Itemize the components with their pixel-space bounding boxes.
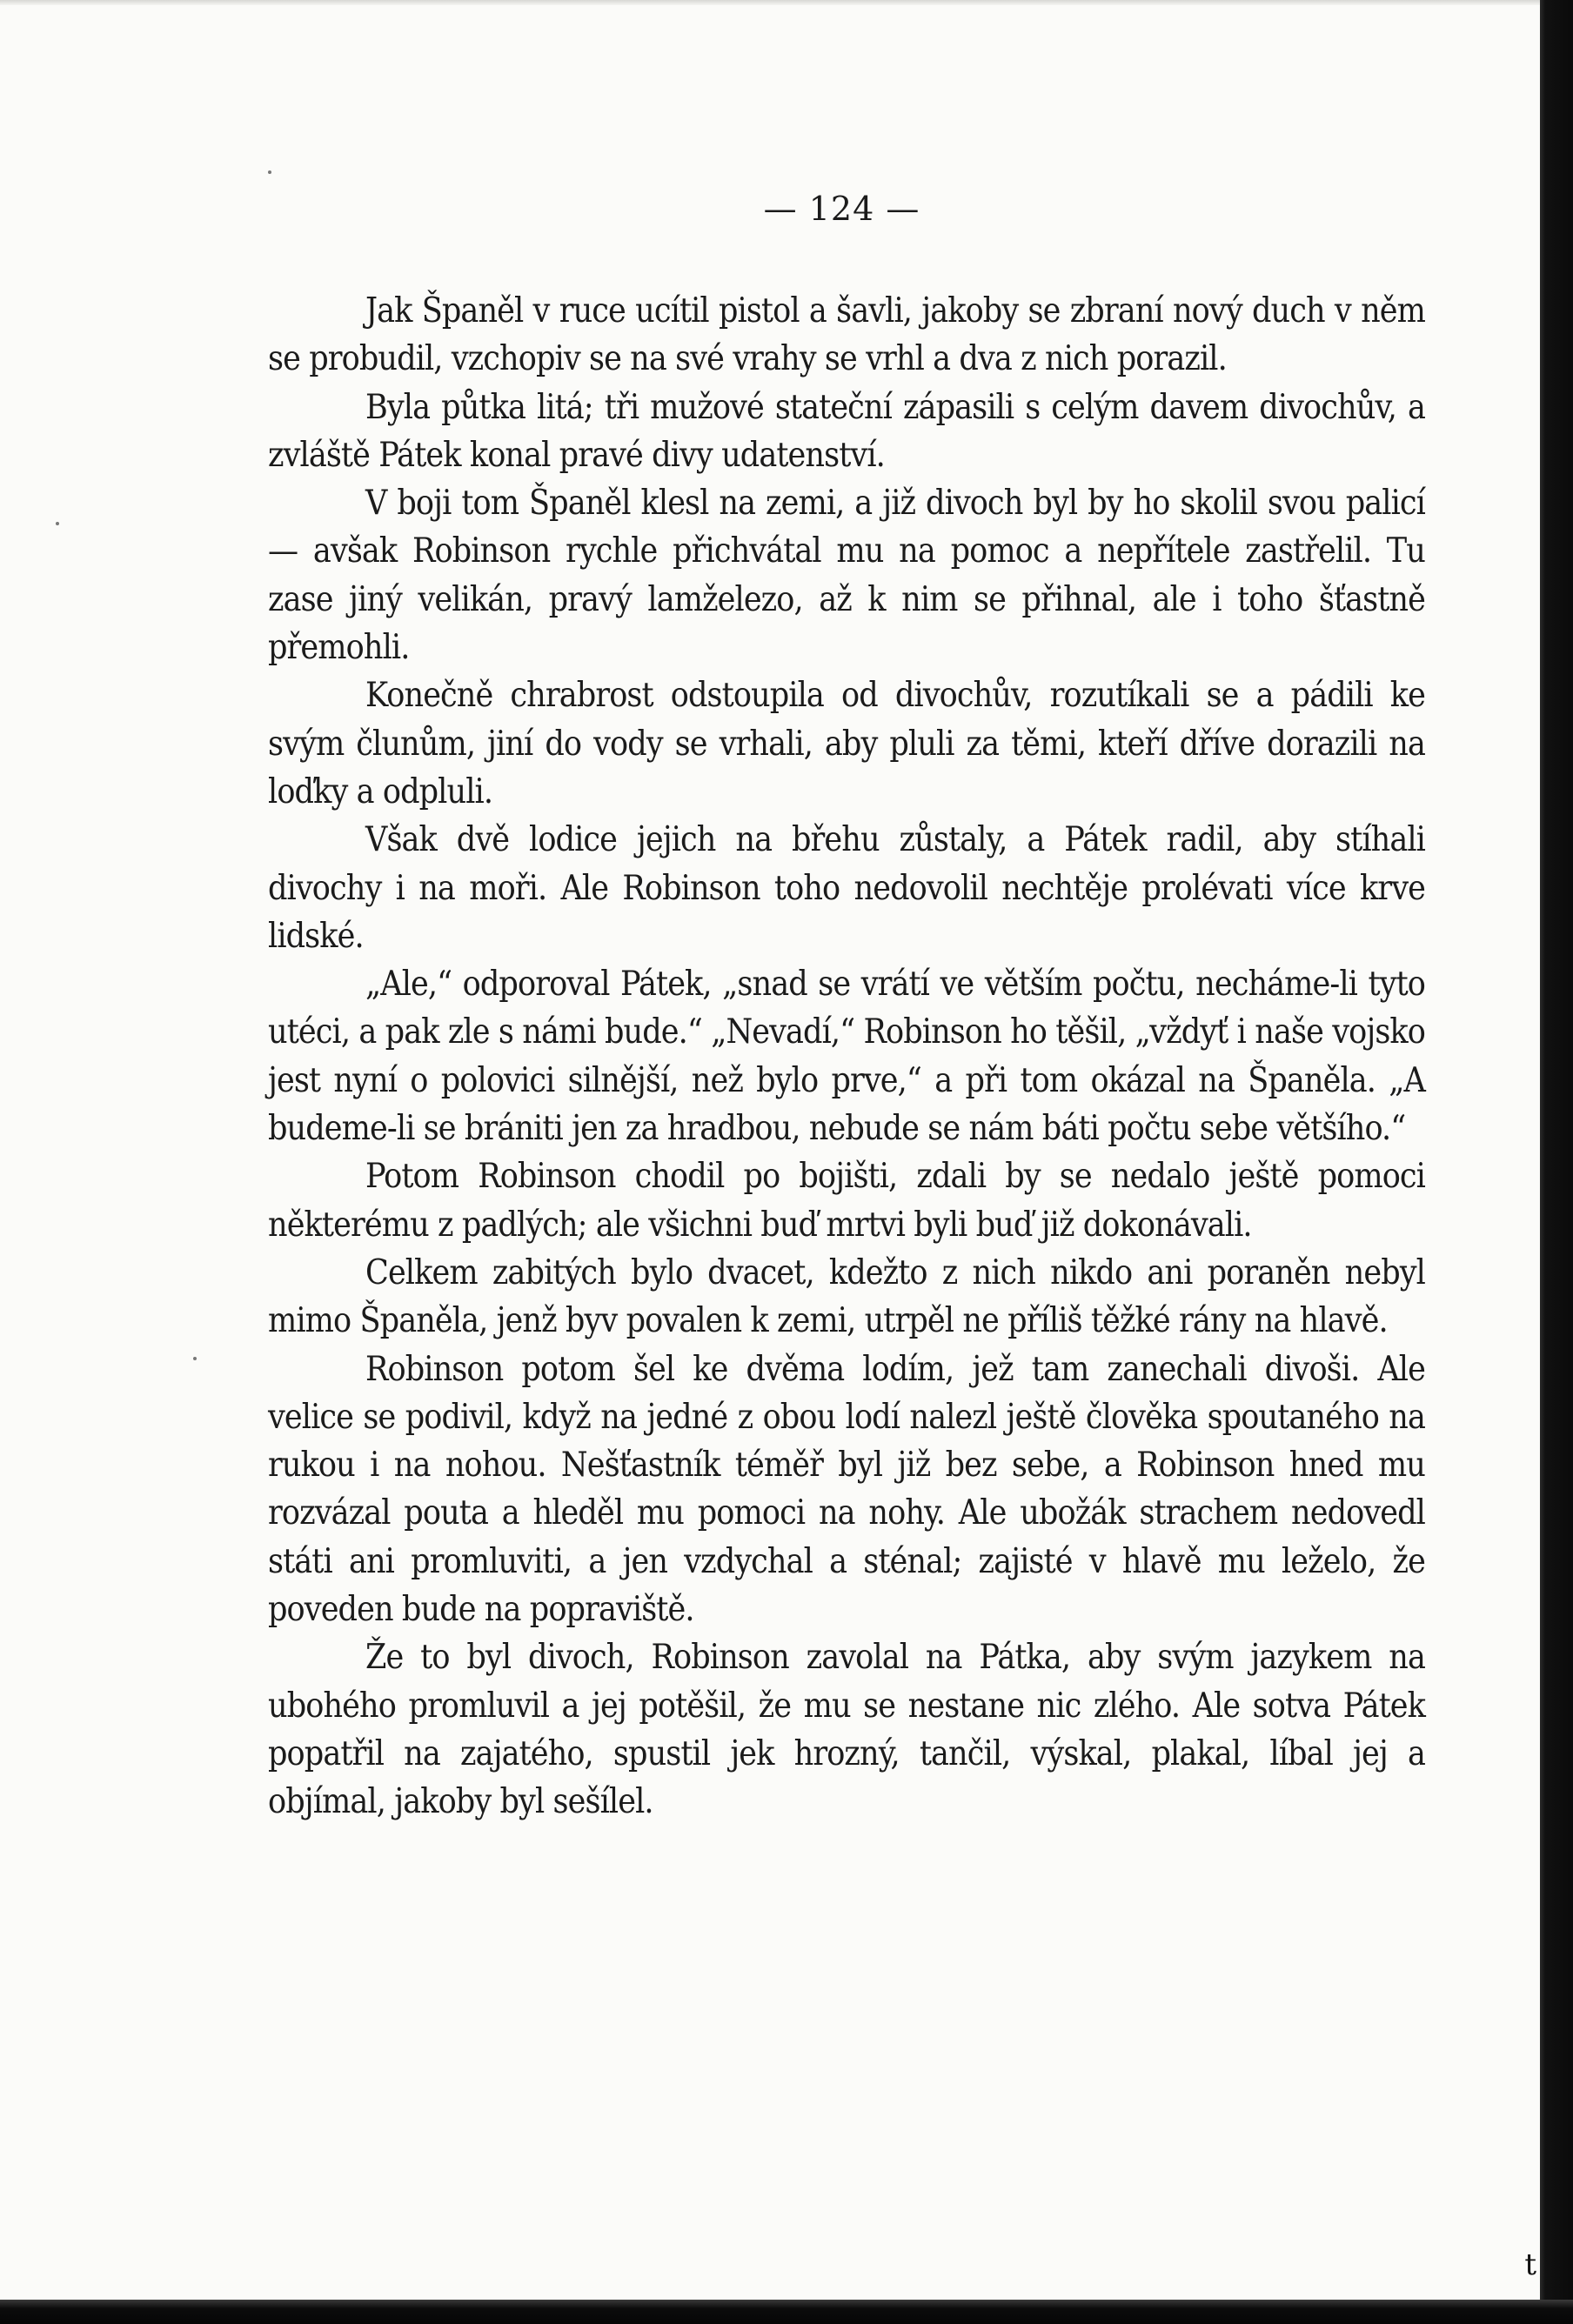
- body-text: [268, 287, 1425, 1826]
- corner-mark: t: [1524, 2247, 1536, 2282]
- paragraph: Však dvě lodice jejich na břehu zůstaly, a Pátek radil, aby stíhali divochy i na moři. Ale Robinson toho nedovolil nechtěje prolévati více krve lidské.: [268, 820, 1425, 956]
- paragraph: Že to byl divoch, Robinson zavolal na Pátka, aby svým jazykem na ubohého promluvil a jej potěšil, že mu se nestane nic zlého. Ale sotva Pátek popatřil na zajatého, spustil jek hrozný, tančil, výskal, plakal, líbal jej a objímal, jakoby byl sešílel.: [268, 1638, 1425, 1822]
- paragraph: Robinson potom šel ke dvěma lodím, jež tam zanechali divoši. Ale velice se podivil, když na jedné z obou lodí nalezl ještě člověka spoutaného na rukou i na nohou. Nešťastník téměř byl již bez sebe, a Robinson hned mu rozvázal pouta a hleděl mu pomoci na nohy. Ale ubožák strachem nedovedl státi ani promluviti, a jen vzdychal a sténal; zajisté v hlavě mu leželo, že poveden bude na popraviště.: [268, 1349, 1425, 1630]
- paragraph: „Ale,“ odporoval Pátek, „snad se vrátí ve větším počtu, necháme-li tyto utéci, a pak zle s námi bude.“ „Nevadí,“ Robinson ho těšil, „vždyť i naše vojsko jest nyní o polovici silnější, než bylo prve,“ a při tom okázal na Španěla. „A budeme-li se brániti jen za hradbou, nebude se nám báti počtu sebe většího.“: [268, 965, 1425, 1149]
- scan-speck: [268, 170, 271, 174]
- paragraph: Potom Robinson chodil po bojišti, zdali by se nedalo ještě pomoci některému z padlých; ale všichni buď mrtvi byli buď již dokonávali.: [268, 1157, 1425, 1245]
- paragraph: Jak Španěl v ruce ucítil pistol a šavli, jakoby se zbraní nový duch v něm se probudil, vzchopiv se na své vrahy se vrhl a dva z nich porazil.: [268, 291, 1425, 379]
- scan-speck: [193, 1357, 197, 1360]
- scan-speck: [56, 522, 59, 525]
- page-number: — 124 —: [763, 190, 920, 228]
- paragraph: Byla půtka litá; tři mužové stateční zápasili s celým davem divochův, a zvláště Pátek konal pravé divy udatenství.: [268, 387, 1425, 475]
- scan-bottom-border: [0, 2300, 1573, 2324]
- scan-top-edge: [0, 0, 1573, 5]
- paragraph: V boji tom Španěl klesl na zemi, a již divoch byl by ho skolil svou palicí — avšak Robinson rychle přichvátal mu na pomoc a nepřítele zastřelil. Tu zase jiný velikán, pravý lamželezo, až k nim se přihnal, ale i toho šťastně přemohli.: [268, 484, 1425, 668]
- scan-right-border: [1540, 0, 1573, 2324]
- paragraph: Konečně chrabrost odstoupila od divochův, rozutíkali se a pádili ke svým člunům, jiní do vody se vrhali, aby pluli za těmi, kteří dříve dorazili na loďky a odpluli.: [268, 676, 1425, 811]
- paragraph: Celkem zabitých bylo dvacet, kdežto z nich nikdo ani poraněn nebyl mimo Španěla, jenž byv povalen k zemi, utrpěl ne příliš těžké rány na hlavě.: [268, 1252, 1425, 1341]
